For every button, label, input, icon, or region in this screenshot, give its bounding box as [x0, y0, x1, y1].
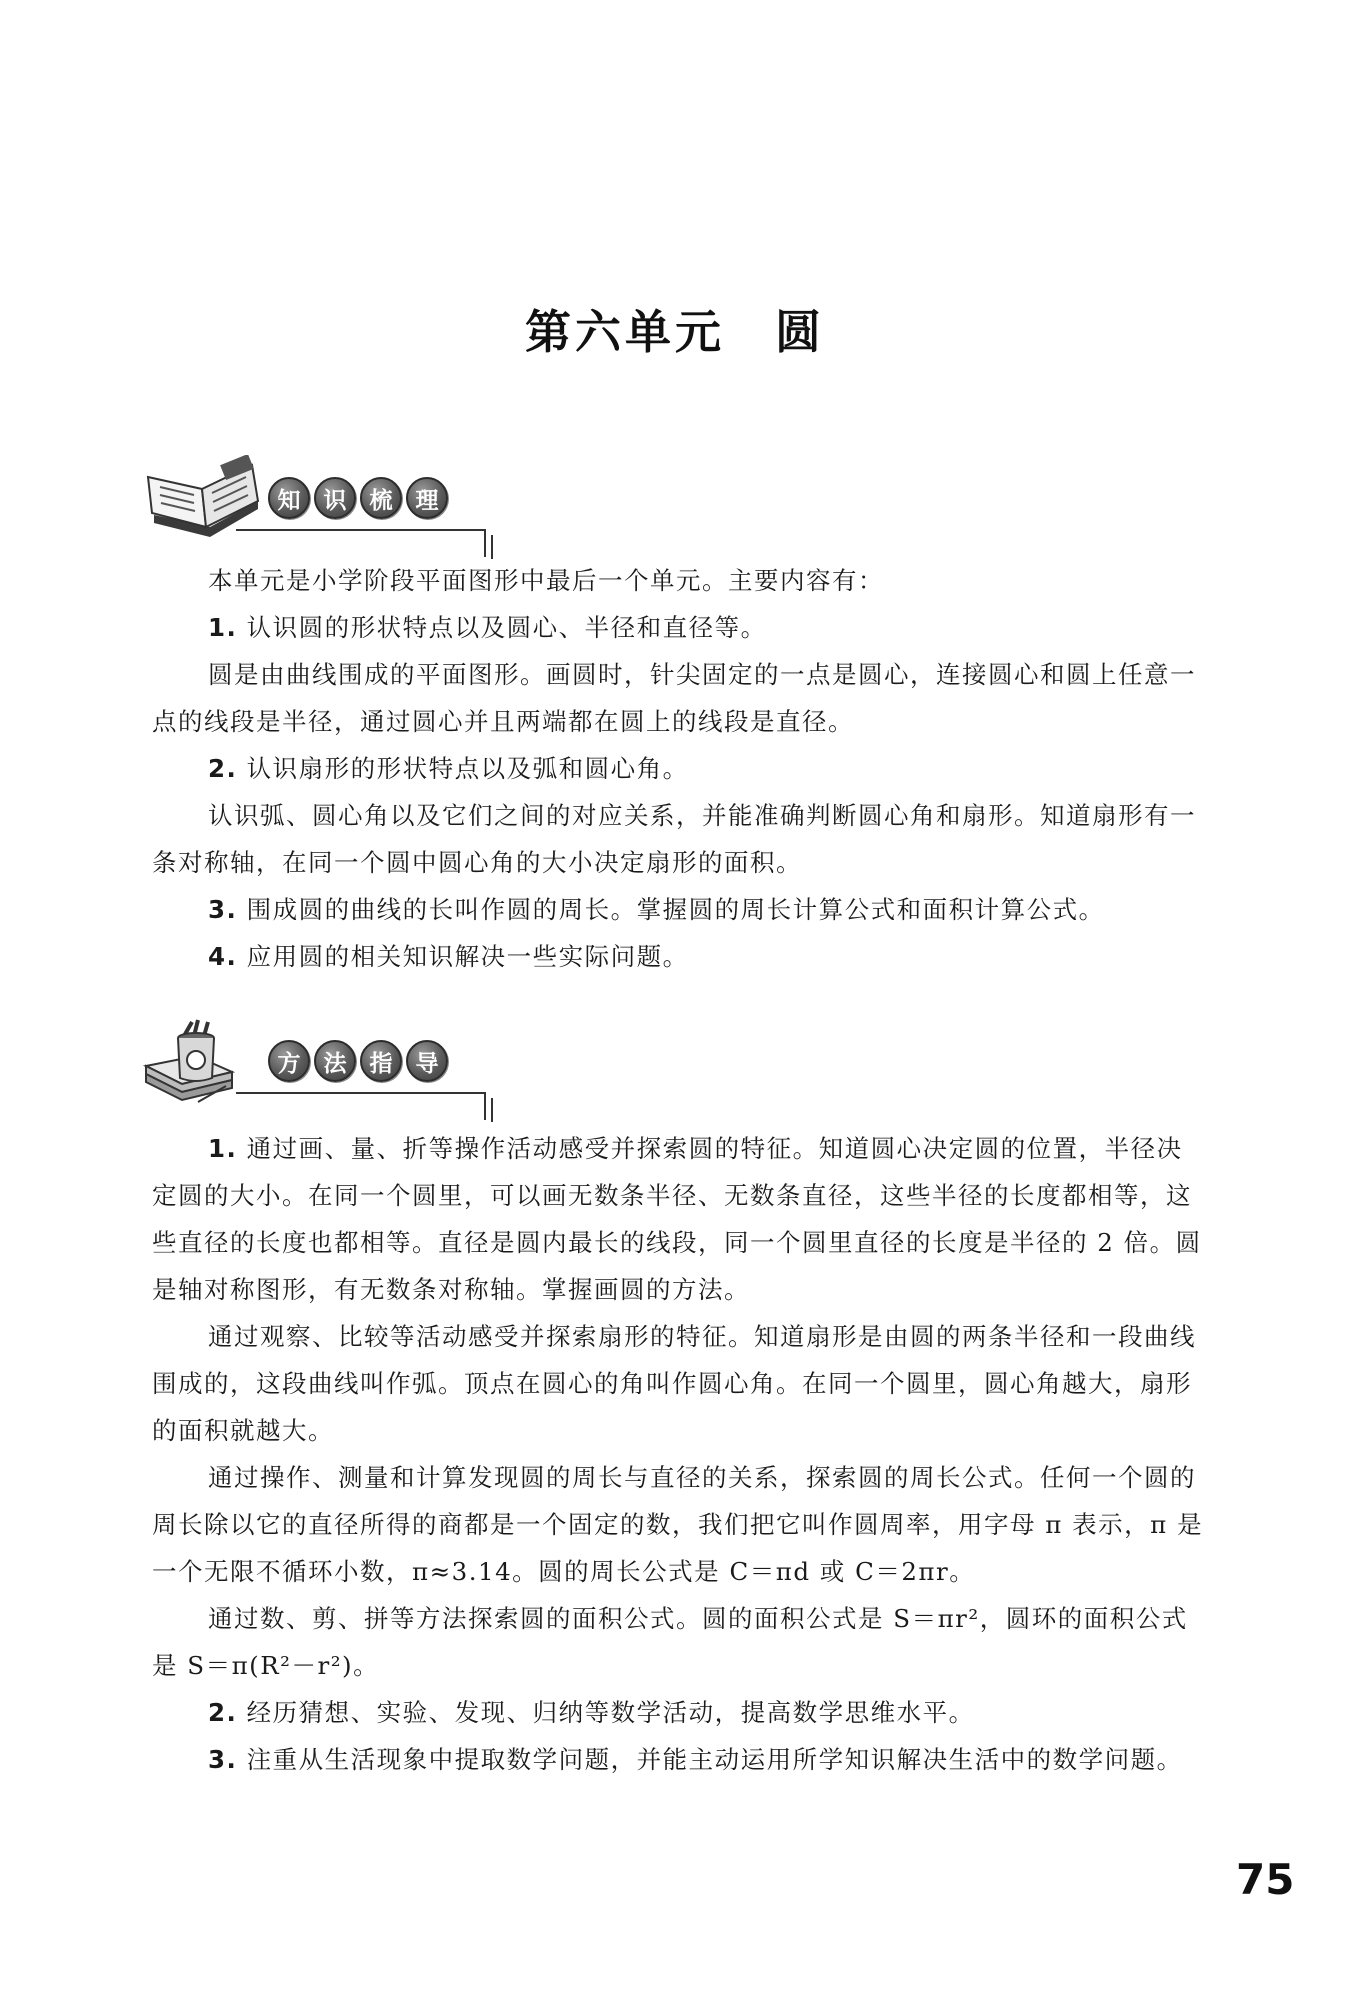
section-badge-char: 识: [314, 477, 356, 519]
section-header-method: [140, 1018, 500, 1138]
section-badge-char: 导: [406, 1040, 448, 1082]
paragraph: 本单元是小学阶段平面图形中最后一个单元。主要内容有：: [208, 566, 884, 595]
paragraph: 通过观察、比较等活动感受并探索扇形的特征。知道扇形是由圆的两条半径和一段曲线围成的，这段曲线叫作弧。顶点在圆心的角叫作圆心角。在同一个圆里，圆心角越大，扇形的面积就越大。: [152, 1322, 1196, 1445]
list-item: 1. 认识圆的形状特点以及圆心、半径和直径等。: [208, 613, 767, 642]
section-header-rule: [236, 1092, 486, 1120]
section-badge-char: 法: [314, 1040, 356, 1082]
section-badge-char: 方: [268, 1040, 310, 1082]
chapter-title: 第六单元 圆: [525, 305, 825, 359]
method-content: [152, 1125, 1204, 1783]
list-item: 2. 认识扇形的形状特点以及弧和圆心角。: [208, 754, 689, 783]
list-item: 1. 通过画、量、折等操作活动感受并探索圆的特征。知道圆心决定圆的位置，半径决定圆的大小。在同一个圆里，可以画无数条半径、无数条直径，这些半径的长度都相等，这些直径的长度也都相等。直径是圆内最长的线段，同一个圆里直径的长度是半径的 2 倍。圆是轴对称图形，有无数条对称轴。掌握画圆的方法。: [152, 1134, 1202, 1304]
page-number: 75: [1236, 1855, 1295, 1904]
section-badge-char: 梳: [360, 477, 402, 519]
section-header-rule: [236, 529, 486, 557]
list-item: 3. 注重从生活现象中提取数学问题，并能主动运用所学知识解决生活中的数学问题。: [208, 1745, 1183, 1774]
paragraph: 认识弧、圆心角以及它们之间的对应关系，并能准确判断圆心角和扇形。知道扇形有一条对称轴，在同一个圆中圆心角的大小决定扇形的面积。: [152, 801, 1196, 877]
knowledge-content: [152, 557, 1204, 980]
section-badge-char: 理: [406, 477, 448, 519]
list-item: 3. 围成圆的曲线的长叫作圆的周长。掌握圆的周长计算公式和面积计算公式。: [208, 895, 1105, 924]
paragraph: 通过数、剪、拼等方法探索圆的面积公式。圆的面积公式是 S＝πr²，圆环的面积公式是 S＝π(R²－r²)。: [152, 1604, 1188, 1680]
list-item: 4. 应用圆的相关知识解决一些实际问题。: [208, 942, 689, 971]
section-badge-char: 指: [360, 1040, 402, 1082]
section-badge-char: 知: [268, 477, 310, 519]
paragraph: 圆是由曲线围成的平面图形。画圆时，针尖固定的一点是圆心，连接圆心和圆上任意一点的线段是半径，通过圆心并且两端都在圆上的线段是直径。: [152, 660, 1196, 736]
paragraph: 通过操作、测量和计算发现圆的周长与直径的关系，探索圆的周长公式。任何一个圆的周长除以它的直径所得的商都是一个固定的数，我们把它叫作圆周率，用字母 π 表示，π 是一个无限不循环小数，π≈3.14。圆的周长公式是 C＝πd 或 C＝2πr。: [152, 1463, 1204, 1586]
list-item: 2. 经历猜想、实验、发现、归纳等数学活动，提高数学思维水平。: [208, 1698, 975, 1727]
